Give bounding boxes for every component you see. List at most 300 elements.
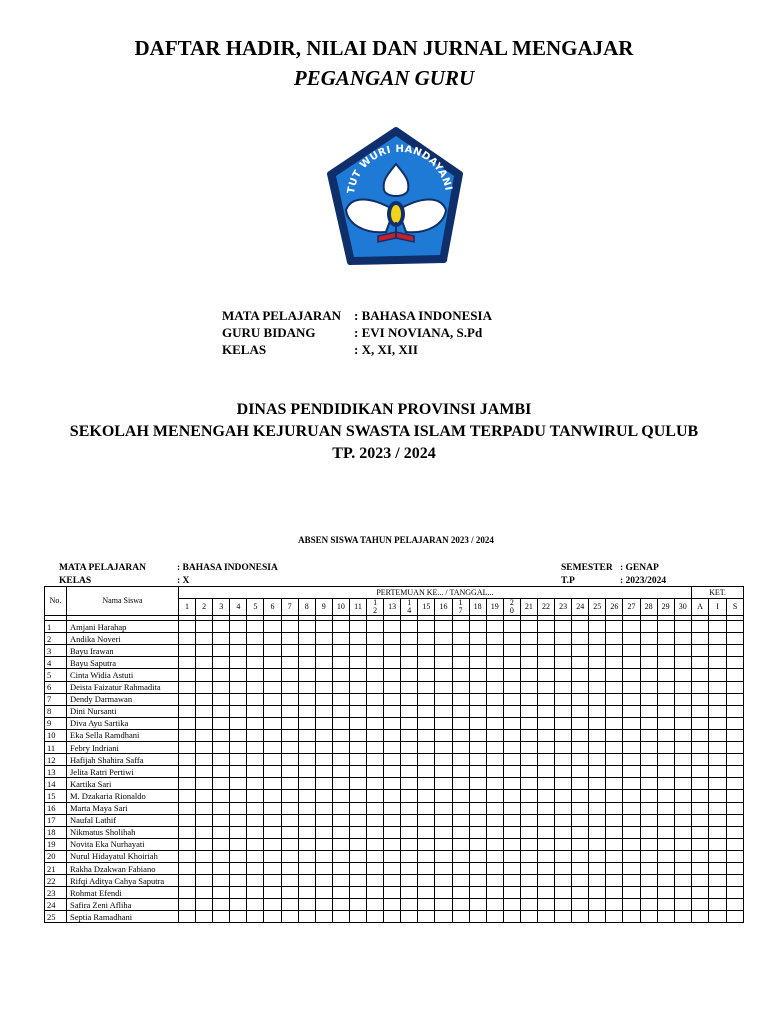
attendance-cell[interactable] [418,814,435,826]
attendance-cell[interactable] [367,838,384,850]
attendance-cell[interactable] [572,729,589,741]
attendance-cell[interactable] [264,850,281,862]
attendance-cell[interactable] [401,766,418,778]
attendance-cell[interactable] [332,911,349,923]
attendance-cell[interactable] [384,838,401,850]
attendance-cell[interactable] [589,621,606,633]
attendance-cell[interactable] [384,681,401,693]
attendance-cell[interactable] [384,875,401,887]
attendance-cell[interactable] [657,633,674,645]
attendance-cell[interactable] [503,802,520,814]
attendance-cell[interactable] [555,790,572,802]
attendance-cell[interactable] [623,875,640,887]
attendance-cell[interactable] [555,850,572,862]
attendance-cell[interactable] [572,657,589,669]
attendance-cell[interactable] [332,790,349,802]
attendance-cell[interactable] [230,669,247,681]
attendance-cell[interactable] [486,875,503,887]
attendance-cell[interactable] [589,705,606,717]
attendance-cell[interactable] [230,705,247,717]
attendance-cell[interactable] [196,693,213,705]
attendance-cell[interactable] [520,790,537,802]
attendance-cell[interactable] [298,681,315,693]
attendance-cell[interactable] [640,693,657,705]
attendance-cell[interactable] [623,814,640,826]
attendance-cell[interactable] [589,790,606,802]
attendance-cell[interactable] [349,911,366,923]
attendance-cell[interactable] [709,754,727,766]
attendance-cell[interactable] [435,621,452,633]
attendance-cell[interactable] [486,621,503,633]
attendance-cell[interactable] [606,621,623,633]
attendance-cell[interactable] [315,826,332,838]
attendance-cell[interactable] [315,645,332,657]
attendance-cell[interactable] [691,742,709,754]
attendance-cell[interactable] [691,766,709,778]
attendance-cell[interactable] [503,681,520,693]
attendance-cell[interactable] [435,826,452,838]
attendance-cell[interactable] [401,621,418,633]
attendance-cell[interactable] [332,887,349,899]
attendance-cell[interactable] [469,669,486,681]
attendance-cell[interactable] [401,814,418,826]
attendance-cell[interactable] [418,802,435,814]
attendance-cell[interactable] [503,633,520,645]
attendance-cell[interactable] [213,875,230,887]
attendance-cell[interactable] [691,633,709,645]
attendance-cell[interactable] [623,838,640,850]
attendance-cell[interactable] [674,766,691,778]
attendance-cell[interactable] [315,766,332,778]
attendance-cell[interactable] [315,681,332,693]
attendance-cell[interactable] [520,717,537,729]
attendance-cell[interactable] [401,778,418,790]
attendance-cell[interactable] [384,621,401,633]
attendance-cell[interactable] [196,766,213,778]
attendance-cell[interactable] [213,802,230,814]
attendance-cell[interactable] [589,693,606,705]
attendance-cell[interactable] [691,669,709,681]
attendance-cell[interactable] [247,790,264,802]
attendance-cell[interactable] [726,862,744,874]
attendance-cell[interactable] [691,899,709,911]
attendance-cell[interactable] [230,875,247,887]
attendance-cell[interactable] [418,754,435,766]
attendance-cell[interactable] [247,838,264,850]
attendance-cell[interactable] [298,729,315,741]
attendance-cell[interactable] [179,705,196,717]
attendance-cell[interactable] [435,633,452,645]
attendance-cell[interactable] [469,621,486,633]
attendance-cell[interactable] [469,742,486,754]
attendance-cell[interactable] [264,887,281,899]
attendance-cell[interactable] [196,826,213,838]
attendance-cell[interactable] [384,778,401,790]
attendance-cell[interactable] [213,669,230,681]
attendance-cell[interactable] [179,850,196,862]
attendance-cell[interactable] [213,657,230,669]
attendance-cell[interactable] [264,862,281,874]
attendance-cell[interactable] [674,657,691,669]
attendance-cell[interactable] [418,862,435,874]
attendance-cell[interactable] [674,802,691,814]
attendance-cell[interactable] [640,802,657,814]
attendance-cell[interactable] [623,693,640,705]
attendance-cell[interactable] [503,754,520,766]
attendance-cell[interactable] [230,717,247,729]
attendance-cell[interactable] [401,645,418,657]
attendance-cell[interactable] [589,838,606,850]
attendance-cell[interactable] [555,705,572,717]
attendance-cell[interactable] [213,838,230,850]
attendance-cell[interactable] [298,717,315,729]
attendance-cell[interactable] [640,645,657,657]
attendance-cell[interactable] [537,814,554,826]
attendance-cell[interactable] [367,778,384,790]
attendance-cell[interactable] [332,669,349,681]
attendance-cell[interactable] [469,693,486,705]
attendance-cell[interactable] [332,826,349,838]
attendance-cell[interactable] [281,681,298,693]
attendance-cell[interactable] [657,899,674,911]
attendance-cell[interactable] [384,754,401,766]
attendance-cell[interactable] [230,778,247,790]
attendance-cell[interactable] [640,911,657,923]
attendance-cell[interactable] [691,850,709,862]
attendance-cell[interactable] [520,826,537,838]
attendance-cell[interactable] [520,729,537,741]
attendance-cell[interactable] [657,850,674,862]
attendance-cell[interactable] [298,850,315,862]
attendance-cell[interactable] [315,802,332,814]
attendance-cell[interactable] [332,645,349,657]
attendance-cell[interactable] [726,778,744,790]
attendance-cell[interactable] [332,850,349,862]
attendance-cell[interactable] [264,717,281,729]
attendance-cell[interactable] [674,633,691,645]
attendance-cell[interactable] [606,669,623,681]
attendance-cell[interactable] [418,621,435,633]
attendance-cell[interactable] [213,645,230,657]
attendance-cell[interactable] [674,705,691,717]
attendance-cell[interactable] [349,899,366,911]
attendance-cell[interactable] [520,862,537,874]
attendance-cell[interactable] [674,778,691,790]
attendance-cell[interactable] [486,669,503,681]
attendance-cell[interactable] [640,887,657,899]
attendance-cell[interactable] [503,705,520,717]
attendance-cell[interactable] [469,705,486,717]
attendance-cell[interactable] [623,887,640,899]
attendance-cell[interactable] [606,778,623,790]
attendance-cell[interactable] [486,754,503,766]
attendance-cell[interactable] [452,705,469,717]
attendance-cell[interactable] [264,742,281,754]
attendance-cell[interactable] [315,742,332,754]
attendance-cell[interactable] [247,729,264,741]
attendance-cell[interactable] [674,887,691,899]
attendance-cell[interactable] [640,657,657,669]
attendance-cell[interactable] [384,657,401,669]
attendance-cell[interactable] [537,826,554,838]
attendance-cell[interactable] [623,681,640,693]
attendance-cell[interactable] [640,838,657,850]
attendance-cell[interactable] [503,621,520,633]
attendance-cell[interactable] [555,669,572,681]
attendance-cell[interactable] [691,754,709,766]
attendance-cell[interactable] [623,742,640,754]
attendance-cell[interactable] [367,645,384,657]
attendance-cell[interactable] [469,790,486,802]
attendance-cell[interactable] [281,705,298,717]
attendance-cell[interactable] [674,754,691,766]
attendance-cell[interactable] [349,802,366,814]
attendance-cell[interactable] [726,717,744,729]
attendance-cell[interactable] [572,899,589,911]
attendance-cell[interactable] [281,669,298,681]
attendance-cell[interactable] [281,729,298,741]
attendance-cell[interactable] [503,790,520,802]
attendance-cell[interactable] [572,778,589,790]
attendance-cell[interactable] [367,633,384,645]
attendance-cell[interactable] [657,838,674,850]
attendance-cell[interactable] [367,911,384,923]
attendance-cell[interactable] [726,814,744,826]
attendance-cell[interactable] [606,875,623,887]
attendance-cell[interactable] [281,911,298,923]
attendance-cell[interactable] [179,645,196,657]
attendance-cell[interactable] [384,850,401,862]
attendance-cell[interactable] [469,729,486,741]
attendance-cell[interactable] [281,778,298,790]
attendance-cell[interactable] [264,669,281,681]
attendance-cell[interactable] [349,717,366,729]
attendance-cell[interactable] [213,681,230,693]
attendance-cell[interactable] [589,850,606,862]
attendance-cell[interactable] [520,875,537,887]
attendance-cell[interactable] [418,899,435,911]
attendance-cell[interactable] [555,826,572,838]
attendance-cell[interactable] [264,621,281,633]
attendance-cell[interactable] [247,766,264,778]
attendance-cell[interactable] [674,862,691,874]
attendance-cell[interactable] [452,693,469,705]
attendance-cell[interactable] [589,862,606,874]
attendance-cell[interactable] [469,838,486,850]
attendance-cell[interactable] [503,826,520,838]
attendance-cell[interactable] [298,669,315,681]
attendance-cell[interactable] [332,705,349,717]
attendance-cell[interactable] [349,729,366,741]
attendance-cell[interactable] [520,633,537,645]
attendance-cell[interactable] [486,778,503,790]
attendance-cell[interactable] [726,899,744,911]
attendance-cell[interactable] [401,669,418,681]
attendance-cell[interactable] [196,657,213,669]
attendance-cell[interactable] [367,766,384,778]
attendance-cell[interactable] [555,657,572,669]
attendance-cell[interactable] [537,657,554,669]
attendance-cell[interactable] [589,717,606,729]
attendance-cell[interactable] [196,705,213,717]
attendance-cell[interactable] [555,766,572,778]
attendance-cell[interactable] [623,802,640,814]
attendance-cell[interactable] [230,802,247,814]
attendance-cell[interactable] [709,911,727,923]
attendance-cell[interactable] [589,814,606,826]
attendance-cell[interactable] [367,717,384,729]
attendance-cell[interactable] [709,766,727,778]
attendance-cell[interactable] [452,669,469,681]
attendance-cell[interactable] [230,681,247,693]
attendance-cell[interactable] [179,742,196,754]
attendance-cell[interactable] [332,838,349,850]
attendance-cell[interactable] [230,657,247,669]
attendance-cell[interactable] [657,826,674,838]
attendance-cell[interactable] [179,875,196,887]
attendance-cell[interactable] [623,766,640,778]
attendance-cell[interactable] [384,633,401,645]
attendance-cell[interactable] [401,838,418,850]
attendance-cell[interactable] [657,778,674,790]
attendance-cell[interactable] [213,717,230,729]
attendance-cell[interactable] [332,766,349,778]
attendance-cell[interactable] [709,862,727,874]
attendance-cell[interactable] [469,681,486,693]
attendance-cell[interactable] [213,633,230,645]
attendance-cell[interactable] [179,717,196,729]
attendance-cell[interactable] [247,645,264,657]
attendance-cell[interactable] [589,875,606,887]
attendance-cell[interactable] [264,657,281,669]
attendance-cell[interactable] [691,729,709,741]
attendance-cell[interactable] [537,875,554,887]
attendance-cell[interactable] [674,621,691,633]
attendance-cell[interactable] [623,899,640,911]
attendance-cell[interactable] [247,717,264,729]
attendance-cell[interactable] [537,850,554,862]
attendance-cell[interactable] [589,742,606,754]
attendance-cell[interactable] [179,681,196,693]
attendance-cell[interactable] [247,705,264,717]
attendance-cell[interactable] [657,742,674,754]
attendance-cell[interactable] [691,814,709,826]
attendance-cell[interactable] [726,729,744,741]
attendance-cell[interactable] [298,790,315,802]
attendance-cell[interactable] [315,657,332,669]
attendance-cell[interactable] [332,729,349,741]
attendance-cell[interactable] [435,705,452,717]
attendance-cell[interactable] [196,669,213,681]
attendance-cell[interactable] [503,742,520,754]
attendance-cell[interactable] [332,899,349,911]
attendance-cell[interactable] [401,875,418,887]
attendance-cell[interactable] [435,754,452,766]
attendance-cell[interactable] [384,790,401,802]
attendance-cell[interactable] [179,633,196,645]
attendance-cell[interactable] [418,681,435,693]
attendance-cell[interactable] [520,899,537,911]
attendance-cell[interactable] [196,899,213,911]
attendance-cell[interactable] [247,778,264,790]
attendance-cell[interactable] [555,838,572,850]
attendance-cell[interactable] [264,645,281,657]
attendance-cell[interactable] [281,838,298,850]
attendance-cell[interactable] [520,814,537,826]
attendance-cell[interactable] [452,826,469,838]
attendance-cell[interactable] [418,766,435,778]
attendance-cell[interactable] [435,669,452,681]
attendance-cell[interactable] [367,621,384,633]
attendance-cell[interactable] [726,766,744,778]
attendance-cell[interactable] [691,826,709,838]
attendance-cell[interactable] [503,899,520,911]
attendance-cell[interactable] [384,887,401,899]
attendance-cell[interactable] [537,729,554,741]
attendance-cell[interactable] [401,826,418,838]
attendance-cell[interactable] [401,887,418,899]
attendance-cell[interactable] [349,887,366,899]
attendance-cell[interactable] [691,621,709,633]
attendance-cell[interactable] [247,911,264,923]
attendance-cell[interactable] [486,862,503,874]
attendance-cell[interactable] [384,766,401,778]
attendance-cell[interactable] [537,766,554,778]
attendance-cell[interactable] [589,645,606,657]
attendance-cell[interactable] [247,802,264,814]
attendance-cell[interactable] [589,669,606,681]
attendance-cell[interactable] [520,645,537,657]
attendance-cell[interactable] [555,754,572,766]
attendance-cell[interactable] [623,621,640,633]
attendance-cell[interactable] [367,729,384,741]
attendance-cell[interactable] [486,657,503,669]
attendance-cell[interactable] [213,850,230,862]
attendance-cell[interactable] [367,826,384,838]
attendance-cell[interactable] [657,862,674,874]
attendance-cell[interactable] [640,742,657,754]
attendance-cell[interactable] [298,657,315,669]
attendance-cell[interactable] [640,754,657,766]
attendance-cell[interactable] [264,875,281,887]
attendance-cell[interactable] [469,802,486,814]
attendance-cell[interactable] [315,790,332,802]
attendance-cell[interactable] [452,911,469,923]
attendance-cell[interactable] [623,862,640,874]
attendance-cell[interactable] [349,621,366,633]
attendance-cell[interactable] [367,814,384,826]
attendance-cell[interactable] [589,729,606,741]
attendance-cell[interactable] [349,875,366,887]
attendance-cell[interactable] [332,814,349,826]
attendance-cell[interactable] [367,669,384,681]
attendance-cell[interactable] [657,669,674,681]
attendance-cell[interactable] [401,802,418,814]
attendance-cell[interactable] [486,705,503,717]
attendance-cell[interactable] [315,705,332,717]
attendance-cell[interactable] [401,681,418,693]
attendance-cell[interactable] [606,790,623,802]
attendance-cell[interactable] [555,802,572,814]
attendance-cell[interactable] [281,814,298,826]
attendance-cell[interactable] [486,633,503,645]
attendance-cell[interactable] [589,633,606,645]
attendance-cell[interactable] [349,681,366,693]
attendance-cell[interactable] [264,838,281,850]
attendance-cell[interactable] [469,766,486,778]
attendance-cell[interactable] [213,742,230,754]
attendance-cell[interactable] [486,802,503,814]
